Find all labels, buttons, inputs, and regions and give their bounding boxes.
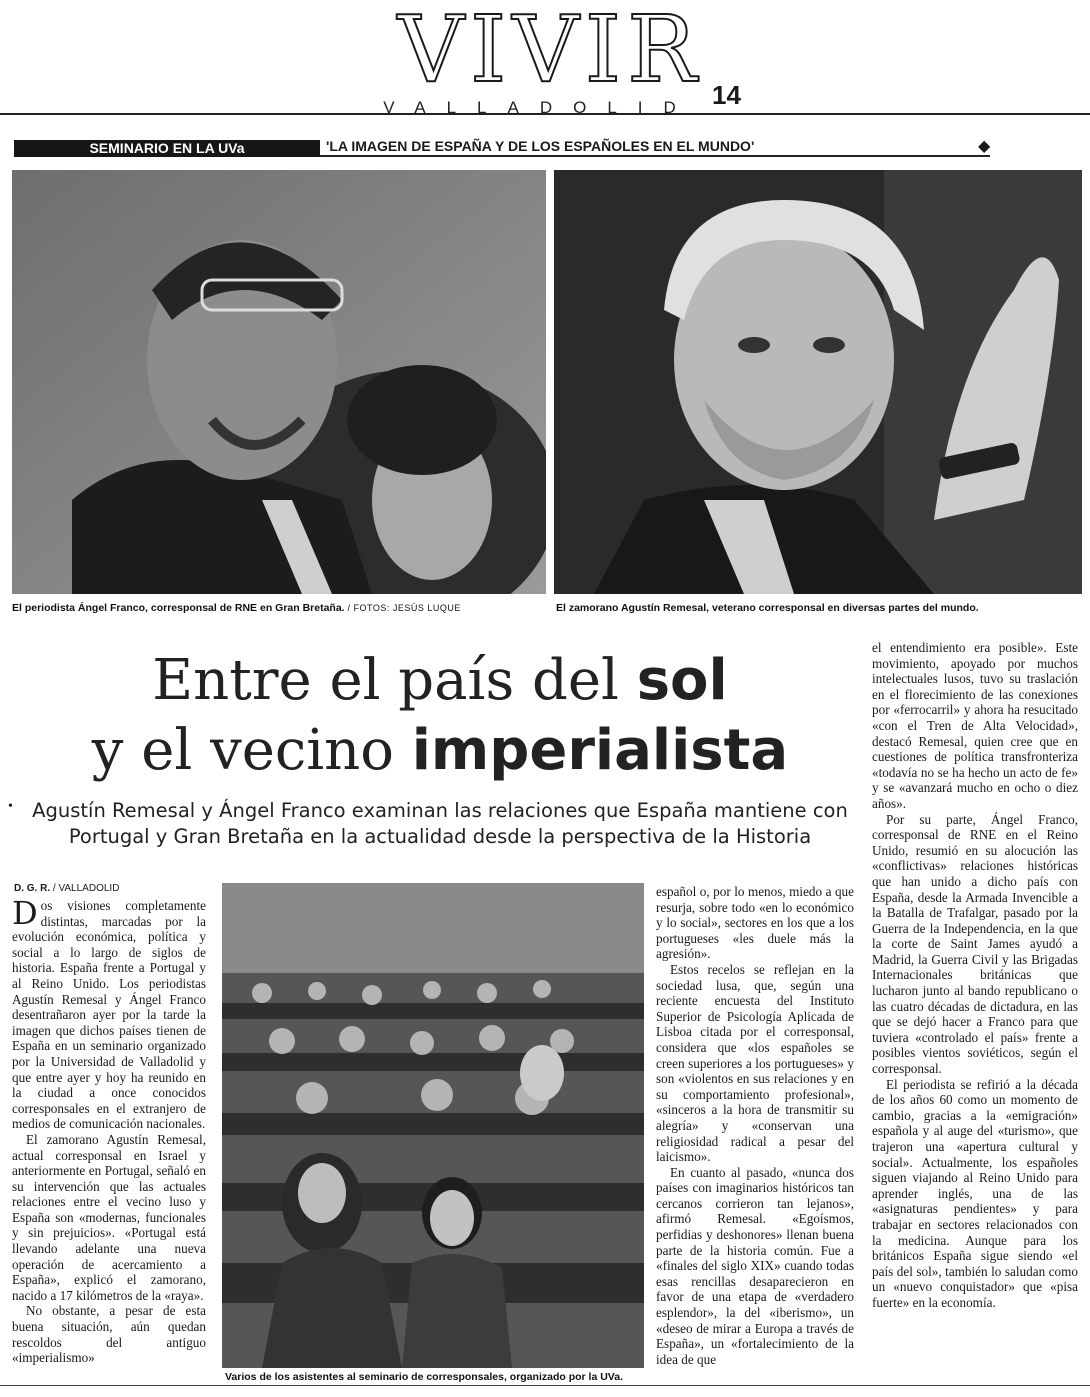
masthead-city: VALLADOLID [383,98,697,117]
article-col1-p1-text: os visiones completamente distintas, marcadas por la evolución económica, política y social a lo largo de siglos de historia. España frente a Portugal y al Reino Unido. Los periodistas Agustín Remesal y Ángel Franco desentrañaron ayer por la tarde la imagen que dichos países tienen de España en un seminario organizado por la Universidad de Valladolid y que entre ayer y hoy ha reunido en la ciudad a once conocidos corresponsales en el extranjero de medios de comunicación nacionales. [12,898,206,1132]
article-col4-paragraph-2: Por su parte, Ángel Franco, corresponsal de RNE en el Reino Unido, resumió en su alocución las «conflictivas» relaciones históricas que han unido a dicho país con España, desde la Armada Invencible a la Batalla de Trafalgar, pasado por la Guerra de la Independencia, en la que la corte de Saint James ayudó a Madrid, la Guerra Civil y las Brigadas Internacionales británicas que lucharon junto al bando republicano o las cuatro décadas de dictadura, en las que se dejó hacer a Franco para que tuviera «controlado el país» frente a posibles vientos soviéticos, según el corresponsal. [872,811,1078,1077]
photo-audience-image [222,883,644,1368]
article-col3-paragraph-3: En cuanto al pasado, «nunca dos países con imaginarios históricos tan cercanos corrieron tan lejanos», afirmó Remesal. «Egoísmos, perfidias y deshonores» llenan buena parte de la historia común. Fue a «finales del siglo XIX» cuando todas esas rencillas desaparecieron en favor de una etapa de «verdadero esplendor», la del «iberismo», un «deseo de mirar a Europa a través de España», un «fortalecimiento de la idea de que [656,1164,854,1367]
photo-caption-right: El zamorano Agustín Remesal, veterano corresponsal en diversas partes del mundo. [556,602,979,614]
section-mark: ◆ [978,138,991,155]
photo-caption-left [12,601,461,615]
masthead-title: VIVIR [397,0,703,103]
page-number: 14 [712,80,741,110]
section-label: SEMINARIO EN LA UVa [89,140,245,156]
article-col1-paragraph-2: El zamorano Agustín Remesal, actual corresponsal en Israel y anteriormente en Portugal, señaló en su intervención que las actuales relaciones entre el vecino luso y España son «modernas, funcionales y sin prejuicios». «Portugal está llevando adelante una nueva operación de acercamiento a España», explicó el zamorano, nacido a 17 kilómetros de la «raya». [12,1131,206,1303]
bottom-rule [0,1385,1090,1386]
headline-line-1-bold: sol [636,648,728,713]
bullet-dot: • [8,799,13,814]
headline-line-1-text: Entre el país del [152,648,637,713]
photo-angel-franco-image [12,170,546,594]
article-col1-paragraph-1 [12,898,206,1132]
section-topic: 'LA IMAGEN DE ESPAÑA Y DE LOS ESPAÑOLES EN EL MUNDO' [326,138,755,154]
article-col3-paragraph-1: español o, por lo menos, miedo a que resurja, sobre todo «en lo económico y lo social», sectores en los que a los portugueses «les duele más la agresión». [656,884,854,962]
photo-angel-franco [12,170,546,594]
photo-caption-audience: Varios de los asistentes al seminario de corresponsales, organizado por la UVa. [225,1371,623,1383]
photo-agustin-remesal [554,170,1082,594]
drop-cap: D [12,898,38,932]
headline-line-2-text: y el vecino [91,718,412,783]
photo-agustin-remesal-image [554,170,1082,594]
article-column-4 [872,640,1078,1384]
section-rule [320,155,990,157]
article-col4-paragraph-1: el entendimiento era posible». Este movimiento, apoyado por muchos intelectuales lusos, tuvo su traslación en el florecimiento de las conexiones por «ferrocarril» y ahora ha resucitado «con el Tren de Alta Velocidad», destacó Remesal, quien cree que en cuestiones de política transfronteriza «todavía no se ha hecho un acto de fe» y se «avanzará mucho en ocho o diez años». [872,640,1078,811]
headline-line-2 [60,720,820,782]
byline-author: D. G. R. [14,883,51,894]
article-col3-paragraph-2: Estos recelos se reflejan en la sociedad lusa, que, según una reciente encuesta del Instituto Superior de Psicología Aplicada de Lisboa citada por el corresponsal, considera que «los españoles se creen superiores a los portugueses» y son «violentos en sus relaciones y en su comportamiento profesional», «sinceros a la hora de transmitir su alegría» y «conservan una religiosidad radical a pesar del laicismo». [656,961,854,1165]
byline-place: / VALLADOLID [52,883,120,894]
byline [14,883,119,894]
subheadline: Agustín Remesal y Ángel Franco examinan las relaciones que España mantiene con Portugal y Gran Bretaña en la actualidad desde la perspectiva de la Historia [32,799,848,848]
caption-left-text: El periodista Ángel Franco, corresponsal de RNE en Gran Bretaña. [12,602,345,614]
headline-line-2-bold: imperialista [411,718,789,783]
masthead-rule [0,113,1090,115]
headline-line-1 [60,650,820,712]
article-column-1 [12,898,206,1383]
photo-credit: / FOTOS: JESÚS LUQUE [347,603,461,613]
article-col1-paragraph-3: No obstante, a pesar de esta buena situación, aún quedan rescoldos del antiguo «imperialismo» [12,1303,206,1366]
photo-audience [222,883,644,1368]
article-col4-paragraph-3: El periodista se refirió a la década de los años 60 como un momento de cambio, gracias a la «emigración» española y al auge del «turismo», que trajeron una «apertura cultural y social». Actualmente, los españoles siguen viajando al Reino Unido para aprender inglés, una de las «asignaturas pendientes» y para trabajar en sectores relacionados con la medicina. Aunque para los británicos España sigue siendo «el país del sol», también lo saludan como un «nuevo conquistador» que «pisa fuerte» en la economía. [872,1076,1078,1310]
article-column-3 [656,884,854,1384]
